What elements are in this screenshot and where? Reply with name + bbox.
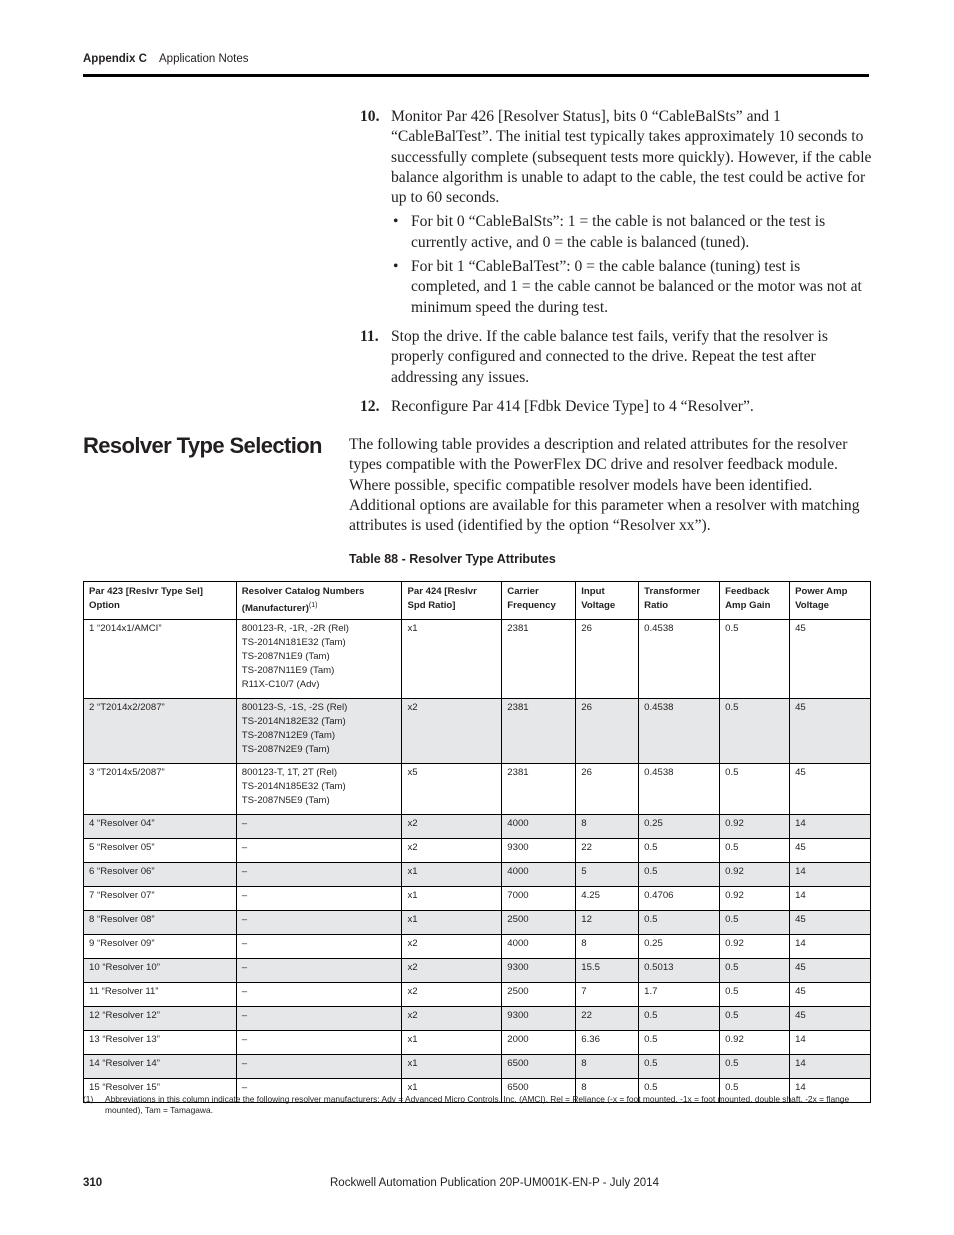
header-rule bbox=[83, 74, 869, 77]
catalog-cell bbox=[236, 983, 402, 1007]
col-header: Par 423 [Reslvr Type Sel] Option bbox=[84, 582, 237, 620]
transformer-ratio-cell: 0.5 bbox=[639, 911, 720, 935]
catalog-number: – bbox=[241, 986, 248, 998]
transformer-ratio-cell: 0.5 bbox=[639, 1079, 720, 1103]
power-amp-cell: 14 bbox=[790, 887, 871, 911]
footnote-mark: (1) bbox=[83, 1094, 94, 1104]
catalog-number: – bbox=[241, 1034, 248, 1046]
transformer-ratio-cell: 0.5 bbox=[639, 1007, 720, 1031]
carrier-frequency-cell: 2381 bbox=[502, 620, 576, 699]
catalog-number: R11X-C10/7 (Adv) bbox=[241, 679, 320, 691]
power-amp-cell: 45 bbox=[790, 620, 871, 699]
input-voltage-cell: 26 bbox=[576, 699, 639, 764]
feedback-gain-cell: 0.5 bbox=[720, 1079, 790, 1103]
col-header: Power Amp Voltage bbox=[790, 582, 871, 620]
option-cell: 6 “Resolver 06” bbox=[84, 863, 237, 887]
catalog-cell bbox=[236, 815, 402, 839]
speed-ratio-cell: x1 bbox=[402, 911, 502, 935]
appendix-label: Appendix C bbox=[83, 53, 147, 65]
input-voltage-cell: 5 bbox=[576, 863, 639, 887]
table-row bbox=[84, 815, 871, 839]
input-voltage-cell: 12 bbox=[576, 911, 639, 935]
page-number: 310 bbox=[83, 1177, 103, 1189]
option-cell: 5 “Resolver 05” bbox=[84, 839, 237, 863]
option-cell: 7 “Resolver 07” bbox=[84, 887, 237, 911]
transformer-ratio-cell: 0.5 bbox=[639, 839, 720, 863]
transformer-ratio-cell: 0.5 bbox=[639, 1055, 720, 1079]
catalog-cell bbox=[236, 699, 402, 764]
transformer-ratio-cell: 0.4538 bbox=[639, 764, 720, 815]
feedback-gain-cell: 0.5 bbox=[720, 959, 790, 983]
input-voltage-cell: 8 bbox=[576, 815, 639, 839]
input-voltage-cell: 26 bbox=[576, 764, 639, 815]
footnote-ref: (1) bbox=[308, 602, 318, 609]
power-amp-cell: 45 bbox=[790, 911, 871, 935]
speed-ratio-cell: x2 bbox=[402, 959, 502, 983]
col-header: Par 424 [Reslvr Spd Ratio] bbox=[402, 582, 502, 620]
catalog-cell bbox=[236, 1007, 402, 1031]
table-row bbox=[84, 839, 871, 863]
speed-ratio-cell: x1 bbox=[402, 1031, 502, 1055]
table-row bbox=[84, 959, 871, 983]
catalog-number: – bbox=[241, 1058, 248, 1070]
transformer-ratio-cell: 1.7 bbox=[639, 983, 720, 1007]
footnote-text: Abbreviations in this column indicate the following resolver manufacturers: Adv = Advanced Micro Controls, Inc. (AMCI), Rel = Reliance (-x = foot mounted, -1x = foot mounted, double shaft, -2x = flange mounted), Tam = Tamagawa. bbox=[105, 1094, 850, 1115]
feedback-gain-cell: 0.5 bbox=[720, 620, 790, 699]
speed-ratio-cell: x2 bbox=[402, 839, 502, 863]
input-voltage-cell: 26 bbox=[576, 620, 639, 699]
input-voltage-cell: 22 bbox=[576, 1007, 639, 1031]
power-amp-cell: 14 bbox=[790, 1031, 871, 1055]
speed-ratio-cell: x2 bbox=[402, 983, 502, 1007]
catalog-number: TS-2014N181E32 (Tam) bbox=[241, 637, 346, 649]
bullet-item: • For bit 1 “CableBalTest”: 0 = the cable balance (tuning) test is completed, and 1 = the cable cannot be balanced or the motor was not at minimum speed the during test. bbox=[393, 258, 862, 316]
carrier-frequency-cell: 2000 bbox=[502, 1031, 576, 1055]
transformer-ratio-cell: 0.5013 bbox=[639, 959, 720, 983]
input-voltage-cell: 8 bbox=[576, 1079, 639, 1103]
col-header: Resolver Catalog Numbers (Manufacturer)$^{(1)}$ bbox=[236, 582, 402, 620]
catalog-number: – bbox=[241, 866, 248, 878]
power-amp-cell: 14 bbox=[790, 935, 871, 959]
transformer-ratio-cell: 0.4538 bbox=[639, 620, 720, 699]
catalog-number: – bbox=[241, 1082, 248, 1094]
carrier-frequency-cell: 6500 bbox=[502, 1079, 576, 1103]
catalog-number: 800123-T, 1T, 2T (Rel) bbox=[241, 767, 338, 779]
bullet-icon: • bbox=[393, 258, 399, 276]
speed-ratio-cell: x1 bbox=[402, 620, 502, 699]
option-cell: 8 “Resolver 08” bbox=[84, 911, 237, 935]
table-row bbox=[84, 863, 871, 887]
feedback-gain-cell: 0.5 bbox=[720, 764, 790, 815]
carrier-frequency-cell: 2500 bbox=[502, 911, 576, 935]
procedure-steps bbox=[360, 107, 872, 426]
catalog-number: – bbox=[241, 890, 248, 902]
speed-ratio-cell: x2 bbox=[402, 815, 502, 839]
col-header: Carrier Frequency bbox=[502, 582, 576, 620]
bullet-item: • For bit 0 “CableBalSts”: 1 = the cable is not balanced or the test is currently active, and 0 = the cable is balanced (tuned). bbox=[393, 213, 826, 251]
catalog-number: – bbox=[241, 914, 248, 926]
catalog-number: TS-2014N185E32 (Tam) bbox=[241, 781, 346, 793]
catalog-number: TS-2087N5E9 (Tam) bbox=[241, 795, 330, 807]
section-title: Resolver Type Selection bbox=[83, 433, 322, 458]
carrier-frequency-cell: 4000 bbox=[502, 863, 576, 887]
input-voltage-cell: 15.5 bbox=[576, 959, 639, 983]
feedback-gain-cell: 0.5 bbox=[720, 1055, 790, 1079]
power-amp-cell: 45 bbox=[790, 983, 871, 1007]
step-10 bbox=[360, 107, 872, 318]
power-amp-cell: 45 bbox=[790, 1007, 871, 1031]
step-number: 12. bbox=[360, 397, 380, 415]
catalog-cell bbox=[236, 959, 402, 983]
catalog-cell bbox=[236, 911, 402, 935]
input-voltage-cell: 8 bbox=[576, 1055, 639, 1079]
feedback-gain-cell: 0.5 bbox=[720, 839, 790, 863]
option-cell: 14 “Resolver 14” bbox=[84, 1055, 237, 1079]
table-row bbox=[84, 1007, 871, 1031]
speed-ratio-cell: x1 bbox=[402, 1079, 502, 1103]
transformer-ratio-cell: 0.5 bbox=[639, 1031, 720, 1055]
carrier-frequency-cell: 9300 bbox=[502, 839, 576, 863]
catalog-number: – bbox=[241, 818, 248, 830]
table-row bbox=[84, 1055, 871, 1079]
feedback-gain-cell: 0.5 bbox=[720, 1007, 790, 1031]
option-cell: 10 “Resolver 10” bbox=[84, 959, 237, 983]
power-amp-cell: 14 bbox=[790, 815, 871, 839]
transformer-ratio-cell: 0.25 bbox=[639, 935, 720, 959]
step-text: Monitor Par 426 [Resolver Status], bits 0 “CableBalSts” and 1 “CableBalTest”. The initial test typically takes approximately 10 seconds to successfully complete (subsequent tests more quickly). However, if the cable balance algorithm is unable to adapt to the cable, the test could be active for up to 60 seconds. bbox=[391, 108, 872, 207]
step-12 bbox=[360, 397, 872, 417]
carrier-frequency-cell: 9300 bbox=[502, 1007, 576, 1031]
col-header: Input Voltage bbox=[576, 582, 639, 620]
catalog-number: TS-2087N11E9 (Tam) bbox=[241, 665, 335, 677]
option-cell: 12 “Resolver 12” bbox=[84, 1007, 237, 1031]
catalog-cell bbox=[236, 1031, 402, 1055]
step-text: Stop the drive. If the cable balance test fails, verify that the resolver is properly configured and connected to the drive. Repeat the test after addressing any issues. bbox=[391, 327, 828, 386]
catalog-cell bbox=[236, 764, 402, 815]
step-11 bbox=[360, 327, 872, 388]
option-cell: 15 “Resolver 15” bbox=[84, 1079, 237, 1103]
catalog-number: – bbox=[241, 842, 248, 854]
catalog-cell bbox=[236, 863, 402, 887]
step-bullets bbox=[391, 212, 872, 317]
table-row bbox=[84, 935, 871, 959]
power-amp-cell: 45 bbox=[790, 764, 871, 815]
resolver-attributes-table bbox=[83, 581, 871, 1103]
catalog-number: TS-2014N182E32 (Tam) bbox=[241, 716, 346, 728]
table-footnote bbox=[83, 1094, 863, 1116]
carrier-frequency-cell: 2381 bbox=[502, 699, 576, 764]
table-caption: Table 88 - Resolver Type Attributes bbox=[349, 552, 556, 566]
option-cell: 3 “T2014x5/2087” bbox=[84, 764, 237, 815]
catalog-number: – bbox=[241, 962, 248, 974]
table-row bbox=[84, 983, 871, 1007]
carrier-frequency-cell: 7000 bbox=[502, 887, 576, 911]
step-number: 11. bbox=[360, 327, 379, 345]
feedback-gain-cell: 0.92 bbox=[720, 935, 790, 959]
catalog-cell bbox=[236, 839, 402, 863]
feedback-gain-cell: 0.92 bbox=[720, 815, 790, 839]
feedback-gain-cell: 0.5 bbox=[720, 911, 790, 935]
feedback-gain-cell: 0.92 bbox=[720, 887, 790, 911]
catalog-number: – bbox=[241, 938, 248, 950]
input-voltage-cell: 4.25 bbox=[576, 887, 639, 911]
speed-ratio-cell: x5 bbox=[402, 764, 502, 815]
catalog-number: TS-2087N1E9 (Tam) bbox=[241, 651, 330, 663]
power-amp-cell: 14 bbox=[790, 1055, 871, 1079]
catalog-number: 800123-S, -1S, -2S (Rel) bbox=[241, 702, 348, 714]
speed-ratio-cell: x1 bbox=[402, 863, 502, 887]
col-header: Transformer Ratio bbox=[639, 582, 720, 620]
feedback-gain-cell: 0.5 bbox=[720, 983, 790, 1007]
feedback-gain-cell: 0.5 bbox=[720, 699, 790, 764]
speed-ratio-cell: x2 bbox=[402, 935, 502, 959]
input-voltage-cell: 6.36 bbox=[576, 1031, 639, 1055]
feedback-gain-cell: 0.92 bbox=[720, 863, 790, 887]
table-row bbox=[84, 1031, 871, 1055]
power-amp-cell: 45 bbox=[790, 959, 871, 983]
transformer-ratio-cell: 0.25 bbox=[639, 815, 720, 839]
bullet-icon: • bbox=[393, 213, 399, 231]
speed-ratio-cell: x2 bbox=[402, 699, 502, 764]
catalog-cell bbox=[236, 1055, 402, 1079]
speed-ratio-cell: x1 bbox=[402, 887, 502, 911]
power-amp-cell: 14 bbox=[790, 1079, 871, 1103]
step-text: Reconfigure Par 414 [Fdbk Device Type] to 4 “Resolver”. bbox=[391, 397, 754, 415]
catalog-number: 800123-R, -1R, -2R (Rel) bbox=[241, 623, 349, 635]
carrier-frequency-cell: 6500 bbox=[502, 1055, 576, 1079]
catalog-cell bbox=[236, 935, 402, 959]
section-intro: The following table provides a description and related attributes for the resolver types compatible with the PowerFlex DC drive and resolver feedback module. Where possible, specific compatible resolver models have been identified. Additional options are available for this parameter when a resolver with matching attributes is used (identified by the option “Resolver xx”). bbox=[349, 436, 860, 535]
option-cell: 2 “T2014x2/2087” bbox=[84, 699, 237, 764]
transformer-ratio-cell: 0.4538 bbox=[639, 699, 720, 764]
table-row bbox=[84, 911, 871, 935]
carrier-frequency-cell: 2381 bbox=[502, 764, 576, 815]
running-header bbox=[83, 53, 249, 65]
input-voltage-cell: 22 bbox=[576, 839, 639, 863]
catalog-number: – bbox=[241, 1010, 248, 1022]
option-cell: 1 “2014x1/AMCI” bbox=[84, 620, 237, 699]
option-cell: 9 “Resolver 09” bbox=[84, 935, 237, 959]
catalog-cell bbox=[236, 620, 402, 699]
speed-ratio-cell: x2 bbox=[402, 1007, 502, 1031]
catalog-number: TS-2087N2E9 (Tam) bbox=[241, 744, 330, 756]
transformer-ratio-cell: 0.4706 bbox=[639, 887, 720, 911]
table-header-row bbox=[84, 582, 871, 620]
col-header: Feedback Amp Gain bbox=[720, 582, 790, 620]
input-voltage-cell: 8 bbox=[576, 935, 639, 959]
power-amp-cell: 14 bbox=[790, 863, 871, 887]
power-amp-cell: 45 bbox=[790, 699, 871, 764]
option-cell: 11 “Resolver 11” bbox=[84, 983, 237, 1007]
publication-info: Rockwell Automation Publication 20P-UM001K-EN-P - July 2014 bbox=[330, 1177, 659, 1189]
input-voltage-cell: 7 bbox=[576, 983, 639, 1007]
table-row bbox=[84, 699, 871, 764]
carrier-frequency-cell: 9300 bbox=[502, 959, 576, 983]
speed-ratio-cell: x1 bbox=[402, 1055, 502, 1079]
table-row bbox=[84, 620, 871, 699]
carrier-frequency-cell: 4000 bbox=[502, 815, 576, 839]
transformer-ratio-cell: 0.5 bbox=[639, 863, 720, 887]
catalog-cell bbox=[236, 887, 402, 911]
section-label: Application Notes bbox=[159, 53, 249, 65]
option-cell: 13 “Resolver 13” bbox=[84, 1031, 237, 1055]
table-row bbox=[84, 764, 871, 815]
carrier-frequency-cell: 4000 bbox=[502, 935, 576, 959]
option-cell: 4 “Resolver 04” bbox=[84, 815, 237, 839]
step-number: 10. bbox=[360, 108, 380, 125]
table-row bbox=[84, 887, 871, 911]
power-amp-cell: 45 bbox=[790, 839, 871, 863]
feedback-gain-cell: 0.92 bbox=[720, 1031, 790, 1055]
carrier-frequency-cell: 2500 bbox=[502, 983, 576, 1007]
catalog-number: TS-2087N12E9 (Tam) bbox=[241, 730, 336, 742]
